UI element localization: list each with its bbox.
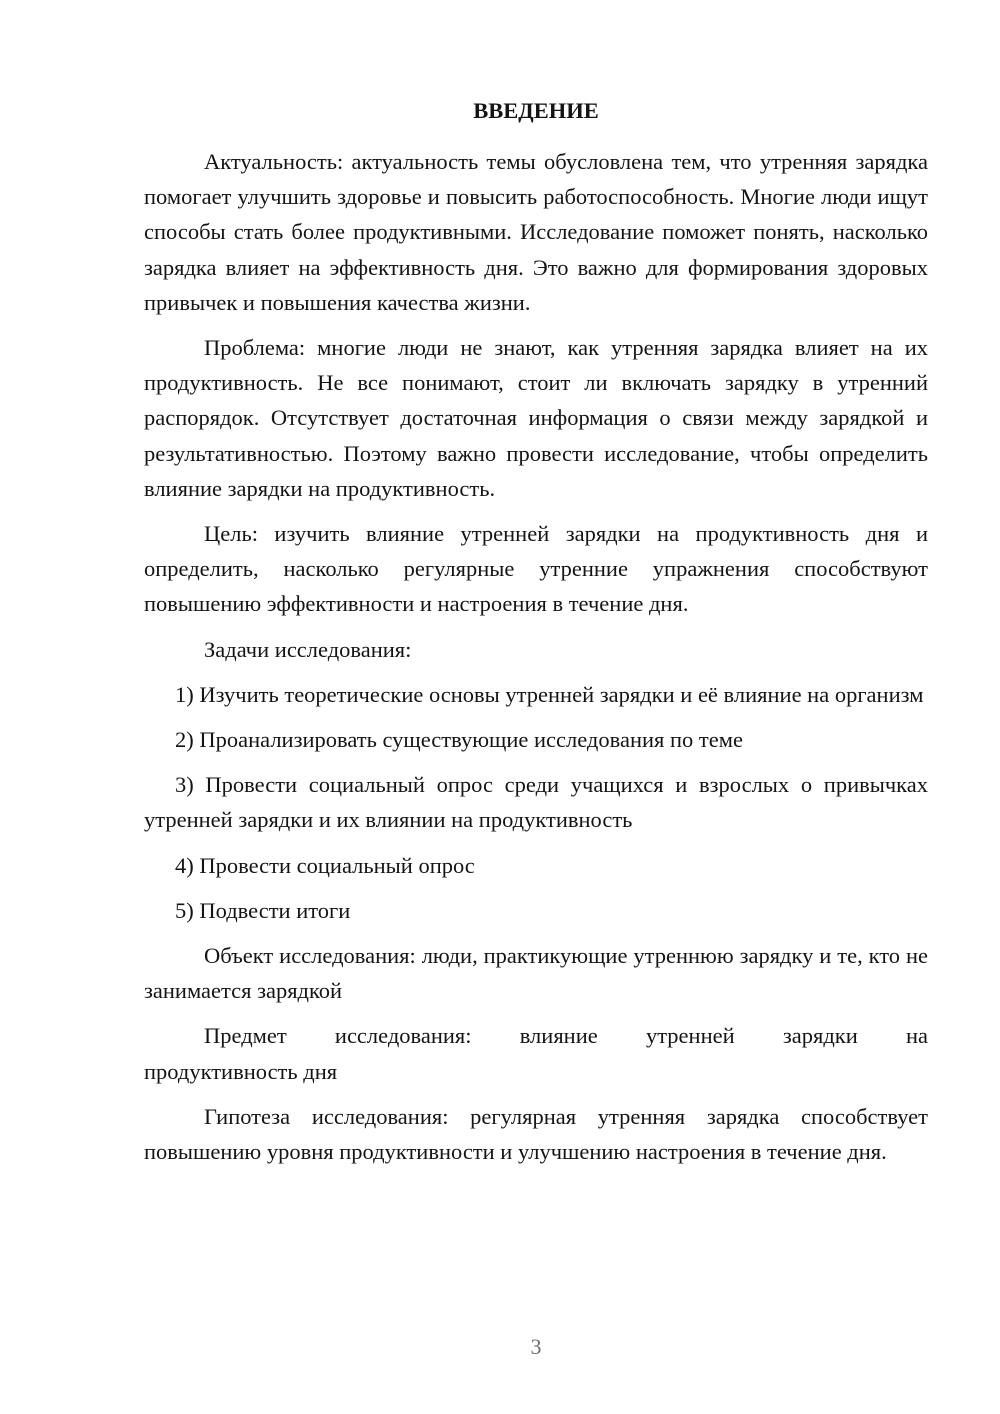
task-item: 4) Провести социальный опрос: [175, 852, 475, 878]
tasks-heading: Задачи исследования:: [204, 636, 412, 662]
goal-paragraph: Цель: изучить влияние утренней зарядки на продуктивность дня и определить, насколько регулярные утренние упражнения способствуют повышению эффективности и настроения в течение дня.: [144, 521, 928, 617]
task-item: 2) Проанализировать существующие исследования по теме: [175, 727, 743, 753]
subject-line: продуктивность дня: [144, 1058, 338, 1084]
object-paragraph: Объект исследования: люди, практикующие утреннюю зарядку и те, кто не занимается зарядкой: [144, 943, 928, 1004]
problem-paragraph: Проблема: многие люди не знают, как утренняя зарядка влияет на их продуктивность. Не все понимают, стоит ли включать зарядку в утренний распорядок. Отсутствует достаточная информация о связи между зарядкой и результативностью. Поэтому важно провести исследование, чтобы определить влияние зарядки на продуктивность.: [144, 335, 928, 501]
hypothesis-paragraph: Гипотеза исследования: регулярная утренняя зарядка способствует повышению уровня продуктивности и улучшению настроения в течение дня.: [144, 1103, 928, 1165]
relevance-paragraph: Актуальность: актуальность темы обусловлена тем, что утренняя зарядка помогает улучшить здоровье и повысить работоспособность. Многие люди ищут способы стать более продуктивными. Исследование поможет понять, насколько зарядка влияет на эффективность дня. Это важно для формирования здоровых привычек и повышения качества жизни.: [144, 149, 928, 315]
task-item: 1) Изучить теоретические основы утренней зарядки и её влияние на организм: [175, 681, 924, 707]
task-item: 3) Провести социальный опрос среди учащихся и взрослых о привычках утренней зарядки и их влиянии на продуктивность: [144, 772, 928, 833]
section-heading: ВВЕДЕНИЕ: [473, 98, 599, 123]
subject-paragraph: [144, 1018, 928, 1088]
task-item: 5) Подвести итоги: [175, 897, 351, 923]
body-text: [144, 144, 928, 1179]
subject-line: Предмет исследования: влияние утренней зарядки на: [204, 1023, 928, 1049]
page-number: 3: [530, 1334, 542, 1359]
